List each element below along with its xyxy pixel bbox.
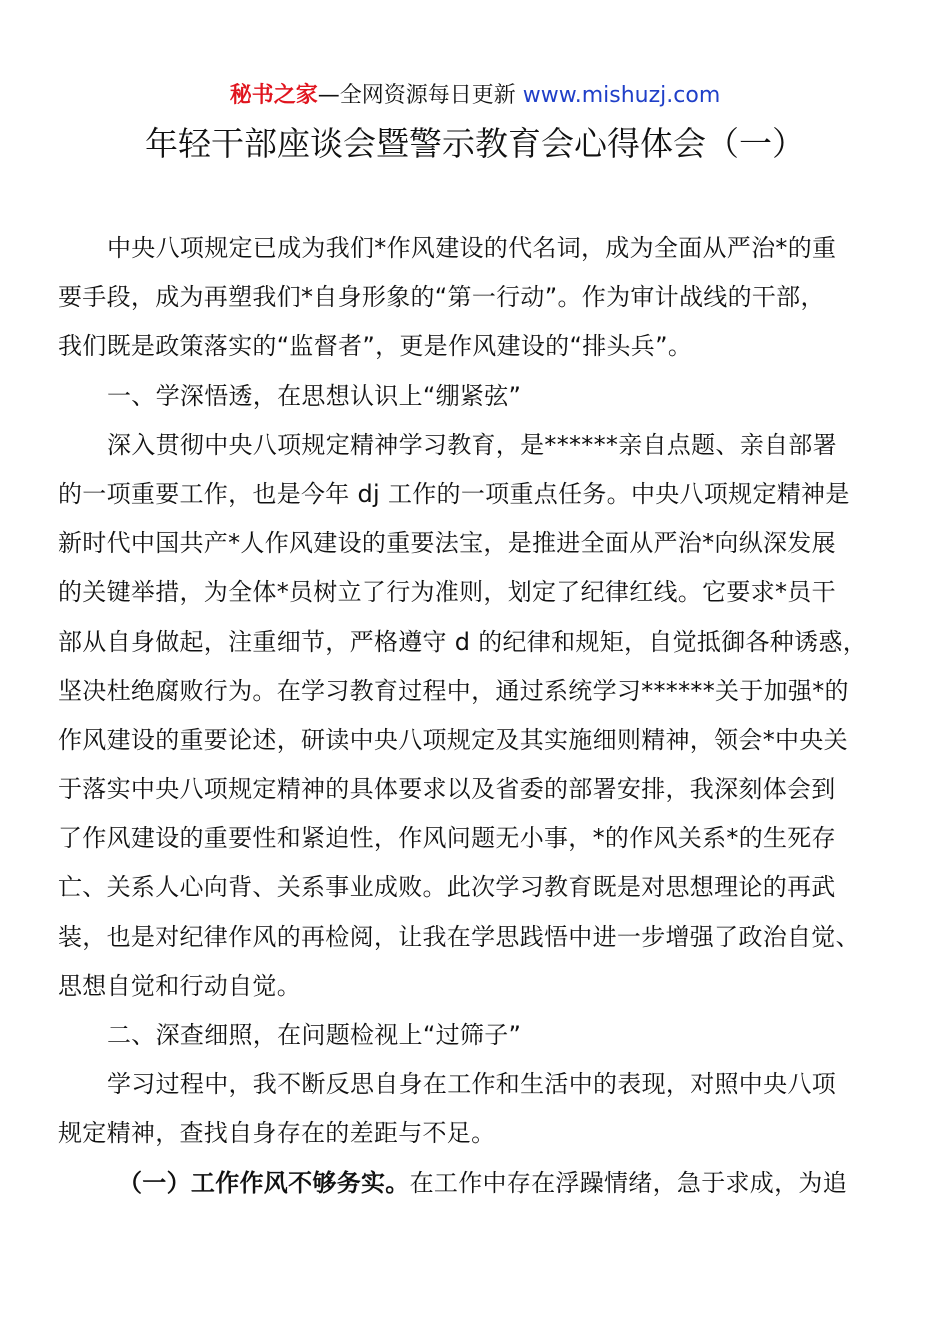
body-line: 的关键举措，为全体*员树立了行为准则，划定了纪律红线。它要求*员干 <box>58 578 836 607</box>
brand-name: 秘书之家 <box>229 83 318 108</box>
body-line: 了作风建设的重要性和紧迫性，作风问题无小事，*的作风关系*的生死存 <box>58 824 836 853</box>
body-line: 深入贯彻中央八项规定精神学习教育，是******亲自点题、亲自部署 <box>107 430 837 459</box>
body-line: 规定精神，查找自身存在的差距与不足。 <box>58 1119 496 1148</box>
site-banner <box>0 80 950 112</box>
body-line: 作风建设的重要论述，研读中央八项规定及其实施细则精神，领会*中央关 <box>58 725 848 754</box>
banner-tagline: —全网资源每日更新 <box>317 83 523 108</box>
body-line: 坚决杜绝腐败行为。在学习教育过程中，通过系统学习******关于加强*的 <box>58 676 849 705</box>
body-line: 部从自身做起，注重细节，严格遵守 d 的纪律和规矩，自觉抵御各种诱惑， <box>58 627 867 656</box>
body-line: 装，也是对纪律作风的再检阅，让我在学思践悟中进一步增强了政治自觉、 <box>58 922 860 951</box>
body-line: 亡、关系人心向背、关系事业成败。此次学习教育既是对思想理论的再武 <box>58 873 836 902</box>
subsection-text: 在工作中存在浮躁情绪，急于求成，为追 <box>409 1168 848 1197</box>
site-url-link[interactable]: www.mishuzj.com <box>522 83 721 108</box>
document-title: 年轻干部座谈会暨警示教育会心得体会（一） <box>145 124 805 163</box>
body-line: 思想自觉和行动自觉。 <box>58 971 301 1000</box>
body-line: 学习过程中，我不断反思自身在工作和生活中的表现，对照中央八项 <box>107 1070 836 1099</box>
body-line: 要手段，成为再塑我们*自身形象的“第一行动”。作为审计战线的干部， <box>58 283 825 312</box>
body-line: 的一项重要工作，也是今年 dj 工作的一项重点任务。中央八项规定精神是 <box>58 479 850 508</box>
subsection-heading: （一）工作作风不够务实。 <box>118 1168 410 1197</box>
body-line: 中央八项规定已成为我们*作风建设的代名词，成为全面从严治*的重 <box>107 234 837 262</box>
body-line: 我们既是政策落实的“监督者”，更是作风建设的“排头兵”。 <box>58 332 693 361</box>
body-line: 于落实中央八项规定精神的具体要求以及省委的部署安排，我深刻体会到 <box>58 775 836 804</box>
document-body <box>58 224 894 1208</box>
section-heading-1: 一、学深悟透，在思想认识上“绷紧弦” <box>107 381 522 410</box>
body-line: 新时代中国共产*人作风建设的重要法宝，是推进全面从严治*向纵深发展 <box>58 529 836 558</box>
subsection-line <box>58 1159 894 1208</box>
section-heading-2: 二、深查细照，在问题检视上“过筛子” <box>107 1021 522 1049</box>
